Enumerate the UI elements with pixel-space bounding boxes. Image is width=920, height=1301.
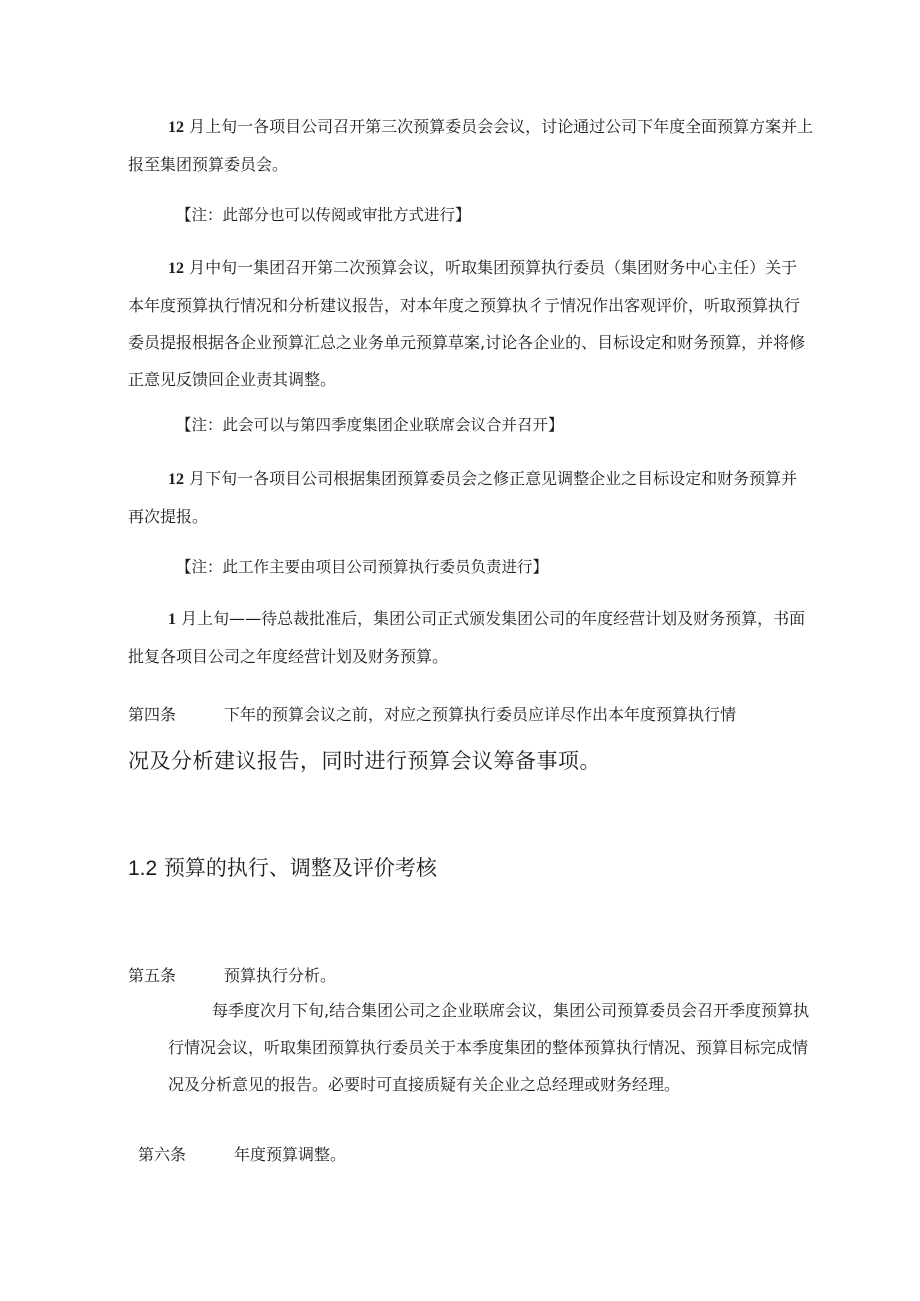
paragraph-dec-mid <box>128 249 806 398</box>
month-number: 12 <box>168 471 184 488</box>
month-number: 1 <box>168 611 176 628</box>
month-number: 12 <box>168 260 184 277</box>
article-4-continuation: 况及分析建议报告，同时进行预算会议筹备事项。 <box>128 749 601 773</box>
paragraph-line: 委员提报根据各企业预算汇总之业务单元预算草案,讨论各企业的、目标设定和财务预算，并将修 <box>128 333 806 352</box>
paragraph-dec-early <box>128 108 814 183</box>
article-4 <box>128 696 736 733</box>
paragraph-line: 月上旬一各项目公司召开第三次预算委员会会议，讨论通过公司下年度全面预算方案并上 <box>184 117 814 136</box>
section-heading <box>128 853 437 884</box>
article-5-body <box>168 992 810 1103</box>
paragraph-line: 行情况会议，听取集团预算执行委员关于本季度集团的整体预算执行情况、预算目标完成情 <box>168 1038 809 1057</box>
paragraph-dec-late <box>128 460 798 535</box>
article-title: 预算执行分析。 <box>224 966 337 985</box>
paragraph-line: 再次提报。 <box>128 507 209 526</box>
article-label: 第四条 <box>128 705 177 724</box>
paragraph-line: 每季度次月下旬,结合集团公司之企业联席会议，集团公司预算委员会召开季度预算执 <box>212 1001 810 1020</box>
paragraph-line: 正意见反馈回企业责其调整。 <box>128 370 337 389</box>
note-2: 【注：此会可以与第四季度集团企业联席会议合并召开】 <box>176 416 564 434</box>
article-label: 第五条 <box>128 966 177 985</box>
article-title: 年度预算调整。 <box>234 1145 347 1164</box>
article-6 <box>138 1136 346 1173</box>
month-number: 12 <box>168 119 184 136</box>
paragraph-line: 况及分析意见的报告。必要时可直接质疑有关企业之总经理或财务经理。 <box>168 1075 681 1094</box>
article-label: 第六条 <box>138 1145 187 1164</box>
note-1: 【注：此部分也可以传阅或审批方式进行】 <box>176 206 471 224</box>
section-title: 预算的执行、调整及评价考核 <box>163 856 437 880</box>
paragraph-line: 批复各项目公司之年度经营计划及财务预算。 <box>128 647 449 666</box>
article-5 <box>128 957 336 994</box>
article-text: 下年的预算会议之前，对应之预算执行委员应详尽作出本年度预算执行情 <box>224 705 737 724</box>
section-number: 1.2 <box>128 857 158 880</box>
paragraph-jan-early <box>128 600 806 675</box>
paragraph-line: 月上旬——待总裁批准后，集团公司正式颁发集团公司的年度经营计划及财务预算，书面 <box>176 609 806 628</box>
paragraph-line: 报至集团预算委员会。 <box>128 155 289 174</box>
note-3: 【注：此工作主要由项目公司预算执行委员负责进行】 <box>176 558 549 576</box>
paragraph-line: 月中旬一集团召开第二次预算会议，听取集团预算执行委员（集团财务中心主任）关于 <box>184 258 798 277</box>
paragraph-line: 本年度预算执行情况和分析建议报告，对本年度之预算执彳亍情况作出客观评价，听取预算执行 <box>128 296 801 315</box>
paragraph-line: 月下旬一各项目公司根据集团预算委员会之修正意见调整企业之目标设定和财务预算并 <box>184 469 798 488</box>
